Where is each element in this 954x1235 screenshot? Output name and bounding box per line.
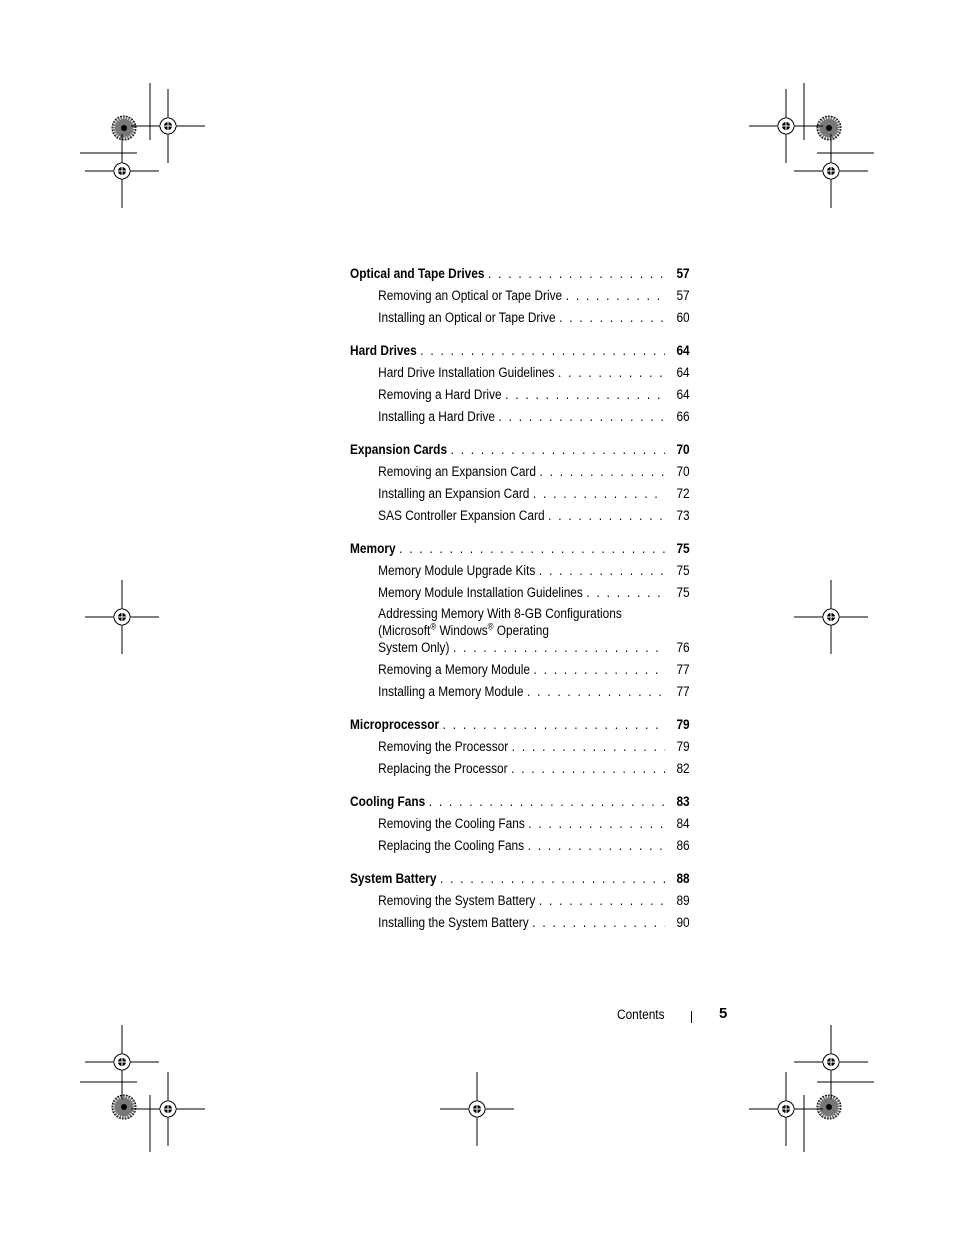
toc-entry[interactable]: Removing a Memory Module . . . 77 xyxy=(350,656,690,678)
toc-entry[interactable]: Installing a Hard Drive . . . 66 xyxy=(350,403,690,425)
footer-divider xyxy=(691,1011,692,1023)
toc-entry[interactable]: Removing the System Battery . . . 89 xyxy=(350,887,690,909)
crop-mark-tl xyxy=(80,83,150,153)
table-of-contents xyxy=(350,259,690,941)
toc-section xyxy=(350,336,690,425)
toc-section xyxy=(350,435,690,524)
toc-heading[interactable]: System Battery . . . 88 xyxy=(350,864,690,887)
toc-entry[interactable]: Replacing the Cooling Fans . . . 86 xyxy=(350,832,690,854)
toc-section xyxy=(350,534,690,700)
toc-heading[interactable]: Optical and Tape Drives . . . 57 xyxy=(350,259,690,282)
toc-entry[interactable]: Removing the Cooling Fans . . . 84 xyxy=(350,810,690,832)
footer-label: Contents xyxy=(617,1007,665,1022)
toc-heading[interactable]: Expansion Cards . . . 70 xyxy=(350,435,690,458)
toc-entry[interactable]: Replacing the Processor . . . 82 xyxy=(350,755,690,777)
toc-entry[interactable]: Hard Drive Installation Guidelines . . . 64 xyxy=(350,359,690,381)
toc-entry[interactable]: Installing an Expansion Card . . . 72 xyxy=(350,480,690,502)
crop-mark-tr xyxy=(804,83,874,153)
toc-entry[interactable]: Removing an Expansion Card . . . 70 xyxy=(350,458,690,480)
toc-entry[interactable]: Installing a Memory Module . . . 77 xyxy=(350,678,690,700)
toc-heading[interactable]: Microprocessor . . . 79 xyxy=(350,710,690,733)
toc-entry[interactable]: Removing a Hard Drive . . . 64 xyxy=(350,381,690,403)
toc-entry[interactable]: Memory Module Upgrade Kits . . . 75 xyxy=(350,557,690,579)
toc-entry[interactable]: SAS Controller Expansion Card . . . 73 xyxy=(350,502,690,524)
toc-entry-line: (Microsoft® Windows® Operating xyxy=(378,621,549,638)
toc-entry-multiline[interactable] xyxy=(350,605,690,656)
toc-section xyxy=(350,259,690,326)
toc-section xyxy=(350,787,690,854)
toc-entry-line: System Only) . . . 76 xyxy=(350,639,690,656)
toc-entry[interactable]: Memory Module Installation Guidelines . . . 75 xyxy=(350,579,690,601)
toc-section xyxy=(350,710,690,777)
toc-section xyxy=(350,864,690,931)
page-footer xyxy=(612,1005,742,1025)
toc-entry-line: Addressing Memory With 8-GB Configurations xyxy=(378,606,622,621)
toc-entry[interactable]: Removing an Optical or Tape Drive . . . 57 xyxy=(350,282,690,304)
toc-heading[interactable]: Memory . . . 75 xyxy=(350,534,690,557)
page-number: 5 xyxy=(719,1005,728,1022)
toc-entry[interactable]: Installing an Optical or Tape Drive . . . 60 xyxy=(350,304,690,326)
toc-entry[interactable]: Installing the System Battery . . . 90 xyxy=(350,909,690,931)
toc-heading[interactable]: Hard Drives . . . 64 xyxy=(350,336,690,359)
toc-entry[interactable]: Removing the Processor . . . 79 xyxy=(350,733,690,755)
toc-heading[interactable]: Cooling Fans . . . 83 xyxy=(350,787,690,810)
